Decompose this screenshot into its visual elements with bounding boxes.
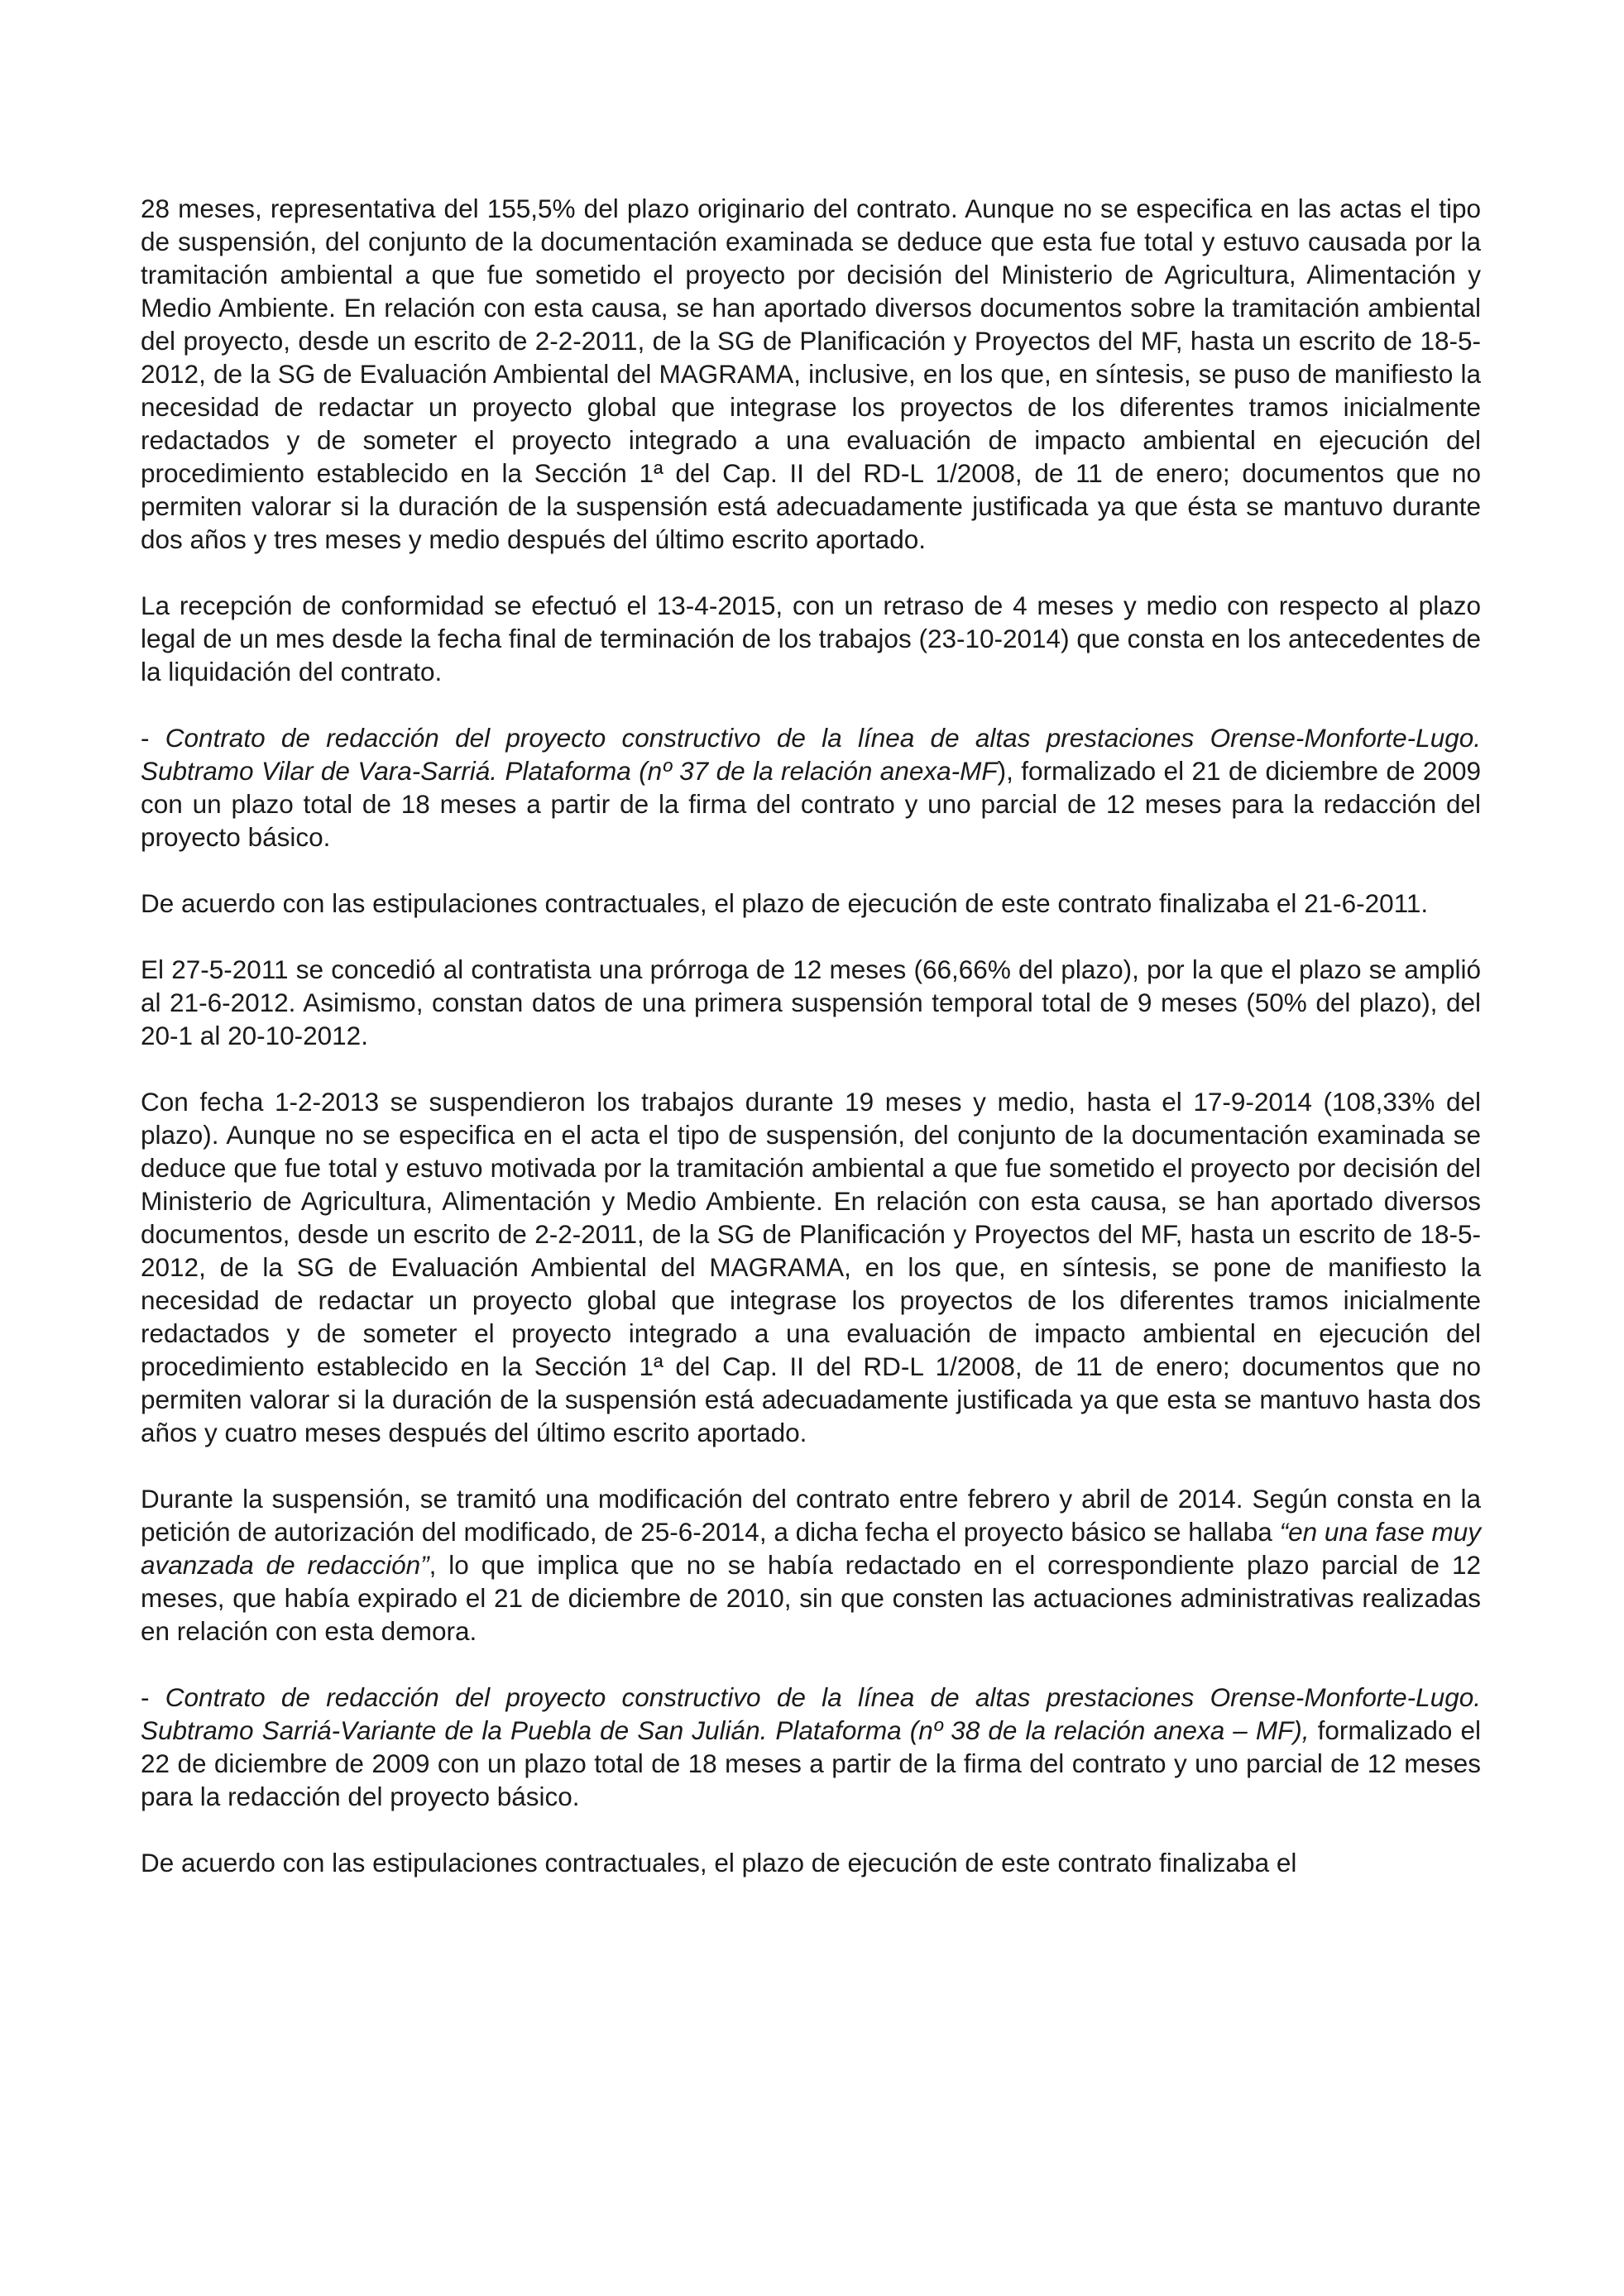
paragraph-text: De acuerdo con las estipulaciones contractuales, el plazo de ejecución de este contrato finalizaba el <box>141 1848 1297 1877</box>
paragraph-contract-38 <box>141 1681 1481 1813</box>
paragraph-text: De acuerdo con las estipulaciones contractuales, el plazo de ejecución de este contrato finalizaba el 21-6-2011. <box>141 888 1429 918</box>
paragraph-stipulations <box>141 887 1481 920</box>
paragraph-reception <box>141 589 1481 688</box>
paragraph-extension <box>141 953 1481 1052</box>
paragraph-text: ), formalizado el 21 de diciembre de 2009 con un plazo total de 18 meses a partir de la firma del contrato y uno parcial de 12 meses para la redacción del proyecto básico. <box>141 756 1481 852</box>
paragraph-text: Con fecha 1-2-2013 se suspendieron los trabajos durante 19 meses y medio, hasta el 17-9-2014 (108,33% del plazo). Aunque no se especifica en el acta el tipo de suspensión, del conjunto de la documentación examinada se deduce que fue total y estuvo motivada por la tramitación ambiental a que fue sometido el proyecto por decisión del Ministerio de Agricultura, Alimentación y Medio Ambiente. En relación con esta causa, se han aportado diversos documentos, desde un escrito de 2-2-2011, de la SG de Planificación y Proyectos del MF, hasta un escrito de 18-5-2012, de la SG de Evaluación Ambiental del MAGRAMA, en los que, en síntesis, se pone de manifiesto la necesidad de redactar un proyecto global que integrase los proyectos de los diferentes tramos inicialmente redactados y de someter el proyecto integrado a una evaluación de impacto ambiental en ejecución del procedimiento establecido en la Sección 1ª del Cap. II del RD-L 1/2008, de 11 de enero; documentos que no permiten valorar si la duración de la suspensión está adecuadamente justificada ya que esta se mantuvo hasta dos años y cuatro meses después del último escrito aportado. <box>141 1087 1481 1447</box>
contract-title: Contrato de redacción del proyecto constructivo de la línea de altas prestaciones Orense-Monforte-Lugo. Subtramo Vilar de Vara-Sarriá. Plataforma (nº 37 de la relación anexa-MF <box>141 723 1481 786</box>
paragraph-stipulations-continued <box>141 1846 1481 1879</box>
paragraph-text: El 27-5-2011 se concedió al contratista una prórroga de 12 meses (66,66% del plazo), por la que el plazo se amplió al 21-6-2012. Asimismo, constan datos de una primera suspensión temporal total de 9 meses (50% del plazo), del 20-1 al 20-10-2012. <box>141 954 1481 1050</box>
paragraph-contract-37 <box>141 721 1481 854</box>
paragraph-suspension-causes <box>141 192 1481 556</box>
paragraph-text: , lo que implica que no se había redactado en el correspondiente plazo parcial de 12 meses, que había expirado el 21 de diciembre de 2010, sin que consten las actuaciones administrativas realizadas en relación con esta demora. <box>141 1550 1481 1646</box>
document-page <box>141 192 1481 1879</box>
paragraph-text: La recepción de conformidad se efectuó el 13-4-2015, con un retraso de 4 meses y medio con respecto al plazo legal de un mes desde la fecha final de terminación de los trabajos (23-10-2014) que consta en los antecedentes de la liquidación del contrato. <box>141 591 1481 686</box>
list-dash: - <box>141 723 165 753</box>
list-dash: - <box>141 1682 165 1712</box>
paragraph-suspension-2013 <box>141 1085 1481 1449</box>
paragraph-text: formalizado el 22 de diciembre de 2009 con un plazo total de 18 meses a partir de la firma del contrato y uno parcial de 12 meses para la redacción del proyecto básico. <box>141 1715 1481 1811</box>
paragraph-modification <box>141 1482 1481 1648</box>
paragraph-text: 28 meses, representativa del 155,5% del plazo originario del contrato. Aunque no se especifica en las actas el tipo de suspensión, del conjunto de la documentación examinada se deduce que esta fue total y estuvo causada por la tramitación ambiental a que fue sometido el proyecto por decisión del Ministerio de Agricultura, Alimentación y Medio Ambiente. En relación con esta causa, se han aportado diversos documentos sobre la tramitación ambiental del proyecto, desde un escrito de 2-2-2011, de la SG de Planificación y Proyectos del MF, hasta un escrito de 18-5-2012, de la SG de Evaluación Ambiental del MAGRAMA, inclusive, en los que, en síntesis, se puso de manifiesto la necesidad de redactar un proyecto global que integrase los proyectos de los diferentes tramos inicialmente redactados y de someter el proyecto integrado a una evaluación de impacto ambiental en ejecución del procedimiento establecido en la Sección 1ª del Cap. II del RD-L 1/2008, de 11 de enero; documentos que no permiten valorar si la duración de la suspensión está adecuadamente justificada ya que ésta se mantuvo durante dos años y tres meses y medio después del último escrito aportado. <box>141 194 1481 554</box>
quote-text: “en una fase muy avanzada de redacción” <box>141 1517 1482 1580</box>
paragraph-text: Durante la suspensión, se tramitó una modificación del contrato entre febrero y abril de 2014. Según consta en la petición de autorización del modificado, de 25-6-2014, a dicha fecha el proyecto básico se hallaba <box>141 1484 1481 1547</box>
contract-title: Contrato de redacción del proyecto constructivo de la línea de altas prestaciones Orense-Monforte-Lugo. Subtramo Sarriá-Variante de la Puebla de San Julián. Plataforma (nº 38 de la relación anexa – MF), <box>141 1682 1481 1745</box>
